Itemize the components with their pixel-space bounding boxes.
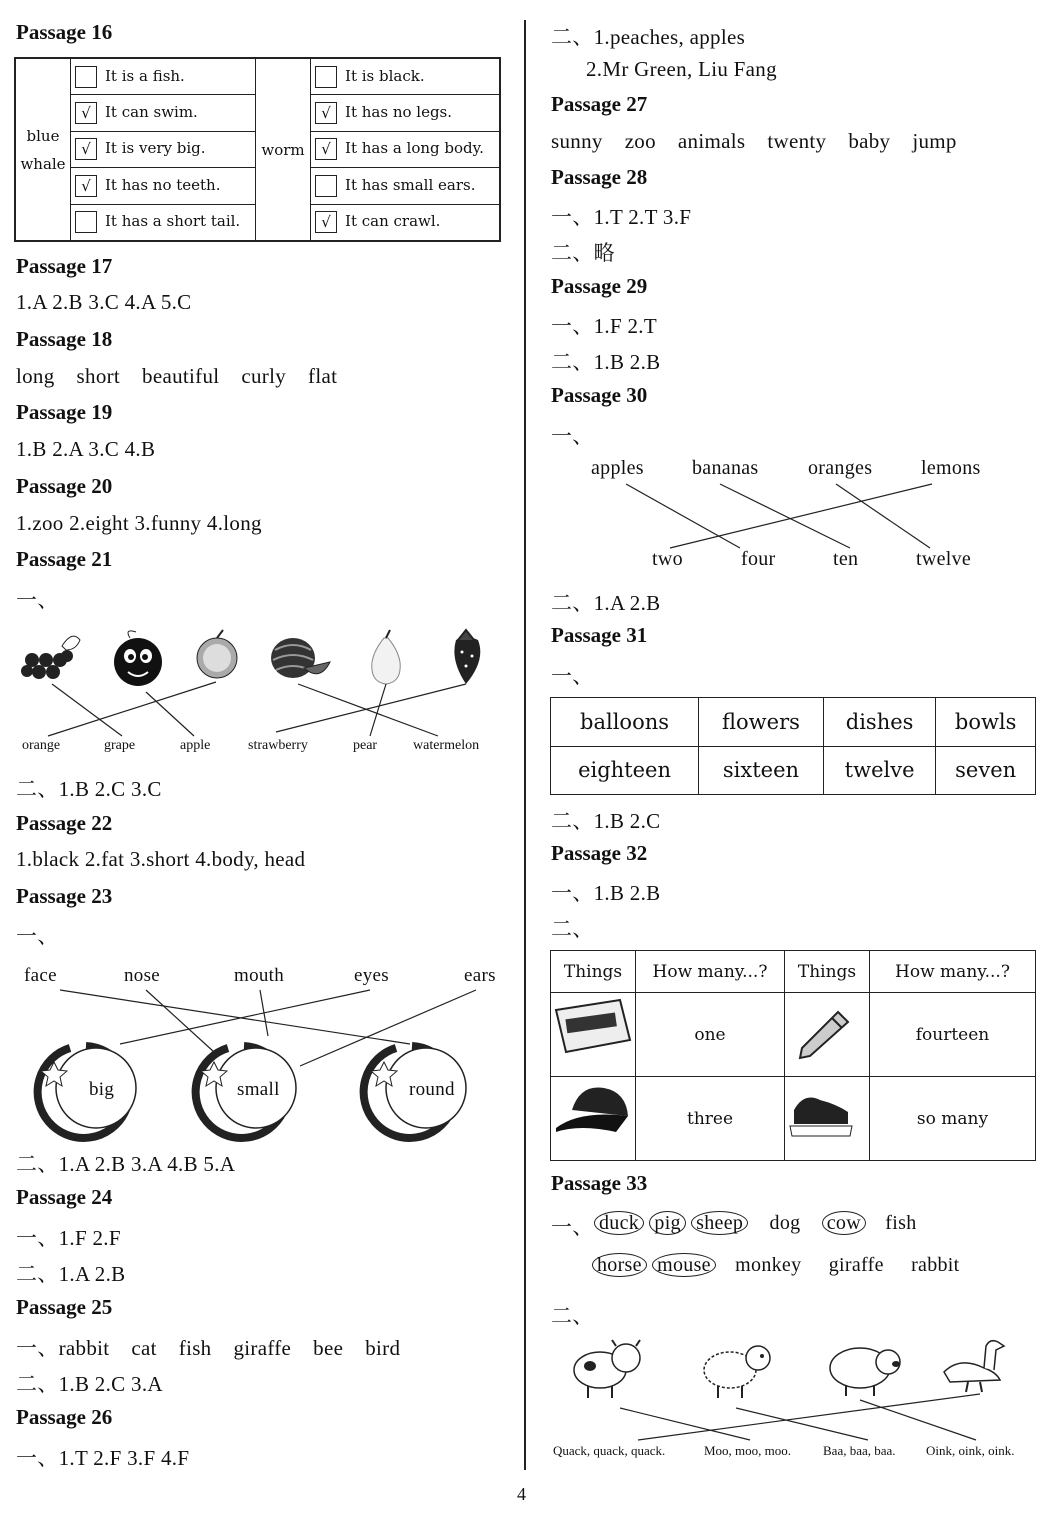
table-cell: twelve	[823, 746, 935, 795]
sound-label: Moo, moo, moo.	[704, 1443, 792, 1458]
table-cell: sixteen	[699, 746, 824, 795]
p16-right-item: It has small ears.	[311, 168, 500, 204]
circled-word: horse	[592, 1253, 647, 1277]
passage-21-title: Passage 21	[16, 547, 113, 571]
word: animals	[677, 129, 746, 153]
passage-32-table	[550, 950, 1036, 1161]
match-word: mouth	[234, 965, 285, 986]
table-header: How many...?	[636, 951, 785, 993]
pig-icon	[830, 1348, 900, 1396]
strawberry-icon	[454, 630, 480, 684]
sound-label: Oink, oink, oink.	[926, 1443, 1015, 1458]
table-cell: so many	[870, 1077, 1036, 1161]
circled-word: sheep	[691, 1211, 748, 1235]
passage-24-line1: 一、1.F 2.F	[16, 1226, 121, 1250]
passage-28-line2: 二、略	[551, 241, 615, 265]
face-word: big	[89, 1079, 115, 1100]
p16-right-item: √ It has a long body.	[311, 131, 500, 167]
cow-icon	[574, 1340, 640, 1398]
table-header: How many...?	[870, 951, 1036, 993]
orange-icon	[197, 630, 237, 678]
number-word: twelve	[916, 548, 972, 570]
p16-left-item: √ It has no teeth.	[71, 168, 256, 204]
p16-right-item: It is black.	[311, 58, 500, 95]
match-word: ears	[464, 965, 496, 986]
passage-21-part2: 二、1.B 2.C 3.C	[16, 777, 162, 801]
table-cell: three	[636, 1077, 785, 1161]
sheep-icon	[704, 1346, 770, 1398]
word: 一、rabbit	[16, 1336, 110, 1360]
passage-24-title: Passage 24	[16, 1185, 113, 1209]
passage-25-line2: 二、1.B 2.C 3.A	[16, 1372, 163, 1396]
circled-word: pig	[649, 1211, 685, 1235]
sound-label: Quack, quack, quack.	[553, 1443, 666, 1458]
passage-18-title: Passage 18	[16, 327, 113, 351]
face-word: round	[409, 1079, 455, 1100]
passage-31-table	[550, 697, 1036, 795]
passage-19-title: Passage 19	[16, 400, 113, 424]
fruit-label: strawberry	[248, 738, 308, 753]
shoe-cell	[785, 1077, 870, 1161]
table-header: Things	[551, 951, 636, 993]
word: jump	[912, 129, 957, 153]
p16-right-item: √ It has no legs.	[311, 95, 500, 131]
passage-23-title: Passage 23	[16, 884, 113, 908]
passage-33-part2: 二、	[551, 1304, 594, 1328]
passage-23-part1: 一、	[16, 924, 59, 948]
match-word: face	[24, 965, 57, 986]
table-cell: dishes	[823, 698, 935, 747]
passage-20-answers: 1.zoo 2.eight 3.funny 4.long	[16, 511, 262, 535]
fruit-label: pear	[353, 738, 378, 753]
match-word: eyes	[354, 965, 389, 986]
passage-26-line3: 2.Mr Green, Liu Fang	[586, 57, 777, 81]
passage-32-part2: 二、	[551, 917, 594, 941]
sound-label: Baa, baa, baa.	[823, 1443, 896, 1458]
number-word: two	[652, 548, 683, 570]
passage-26-line1: 一、1.T 2.F 3.F 4.F	[16, 1446, 190, 1470]
passage-27-title: Passage 27	[551, 92, 648, 116]
passage-33-part1: 一、	[551, 1215, 594, 1239]
passage-28-title: Passage 28	[551, 165, 648, 189]
passage-25-words	[16, 1332, 422, 1362]
grape-icon	[21, 636, 80, 679]
word: short	[76, 364, 121, 388]
word: monkey	[735, 1254, 802, 1276]
table-cell: balloons	[551, 698, 699, 747]
fruit-word: apples	[591, 457, 644, 479]
passage-22-answers: 1.black 2.fat 3.short 4.body, head	[16, 847, 306, 871]
p16-left-item: √ It can swim.	[71, 95, 256, 131]
passage-33-row1	[594, 1211, 917, 1235]
table-cell: bowls	[936, 698, 1036, 747]
p16-right-item: √ It can crawl.	[311, 204, 500, 241]
word: long	[16, 364, 55, 388]
passage-25-title: Passage 25	[16, 1295, 113, 1319]
passage-29-line1: 一、1.F 2.T	[551, 314, 657, 338]
circled-word: cow	[822, 1211, 866, 1235]
passage-30-title: Passage 30	[551, 383, 648, 407]
pear-icon	[372, 630, 400, 684]
p16-left-item: It is a fish.	[71, 58, 256, 95]
passage-32-title: Passage 32	[551, 841, 648, 865]
passage-29-title: Passage 29	[551, 274, 648, 298]
worm-label: worm	[256, 58, 311, 241]
word: sunny	[551, 129, 603, 153]
table-cell: flowers	[699, 698, 824, 747]
passage-26-line2: 二、1.peaches, apples	[551, 25, 746, 49]
passage-30-part1: 一、	[551, 424, 594, 448]
word: bee	[313, 1336, 344, 1360]
fruit-label: apple	[180, 738, 211, 753]
p16-left-item: It has a short tail.	[71, 204, 256, 241]
passage-26-title: Passage 26	[16, 1405, 113, 1429]
fruit-word: lemons	[921, 457, 981, 479]
word: baby	[848, 129, 891, 153]
circled-word: duck	[594, 1211, 644, 1235]
table-header: Things	[785, 951, 870, 993]
passage-31-title: Passage 31	[551, 623, 648, 647]
passage-32-line1: 一、1.B 2.B	[551, 881, 661, 905]
word: curly	[241, 364, 287, 388]
apple-icon	[114, 631, 162, 686]
p16-left-item: √ It is very big.	[71, 131, 256, 167]
table-cell: one	[636, 993, 785, 1077]
word: fish	[885, 1212, 917, 1234]
word: flat	[308, 364, 338, 388]
number-word: four	[741, 548, 776, 570]
word: giraffe	[233, 1336, 292, 1360]
passage-17-title: Passage 17	[16, 254, 113, 278]
circled-word: mouse	[652, 1253, 716, 1277]
passage-30-part2: 二、1.A 2.B	[551, 591, 661, 615]
cap-cell	[551, 1077, 636, 1161]
passage-33-row2	[592, 1253, 960, 1277]
passage-33-title: Passage 33	[551, 1171, 648, 1195]
word: dog	[769, 1212, 801, 1234]
passage-17-answers: 1.A 2.B 3.C 4.A 5.C	[16, 290, 192, 314]
fruit-label: grape	[104, 738, 136, 753]
blue-whale-label: blue whale	[15, 58, 71, 241]
page-number: 4	[517, 1484, 526, 1504]
passage-16-title: Passage 16	[16, 20, 113, 44]
passage-27-words	[551, 129, 979, 154]
pencil-box-cell	[551, 993, 636, 1077]
passage-31-part2: 二、1.B 2.C	[551, 809, 661, 833]
passage-24-line2: 二、1.A 2.B	[16, 1262, 126, 1286]
passage-23-part2: 二、1.A 2.B 3.A 4.B 5.A	[16, 1152, 236, 1176]
word: beautiful	[142, 364, 220, 388]
word: cat	[131, 1336, 157, 1360]
number-word: ten	[833, 548, 859, 570]
face-circle-big	[38, 1046, 136, 1138]
table-cell: seven	[936, 746, 1036, 795]
word: zoo	[624, 129, 656, 153]
fruit-word: bananas	[692, 457, 759, 479]
fruit-word: oranges	[808, 457, 873, 479]
passage-20-title: Passage 20	[16, 474, 113, 498]
pencil-cell	[785, 993, 870, 1077]
face-word: small	[237, 1079, 280, 1100]
match-word: nose	[124, 965, 161, 986]
passage-28-line1: 一、1.T 2.T 3.F	[551, 205, 692, 229]
table-cell: eighteen	[551, 746, 699, 795]
watermelon-icon	[271, 638, 330, 678]
passage-19-answers: 1.B 2.A 3.C 4.B	[16, 437, 156, 461]
word: fish	[178, 1336, 212, 1360]
passage-21-part1: 一、	[16, 588, 59, 612]
table-cell: fourteen	[870, 993, 1036, 1077]
word: bird	[365, 1336, 401, 1360]
word: giraffe	[828, 1254, 884, 1276]
fruit-label: orange	[22, 738, 61, 753]
word: twenty	[767, 129, 827, 153]
passage-22-title: Passage 22	[16, 811, 113, 835]
fruit-label: watermelon	[413, 738, 480, 753]
word: rabbit	[911, 1254, 960, 1276]
passage-31-part1: 一、	[551, 664, 594, 688]
passage-29-line2: 二、1.B 2.B	[551, 350, 661, 374]
duck-icon	[944, 1341, 1004, 1392]
